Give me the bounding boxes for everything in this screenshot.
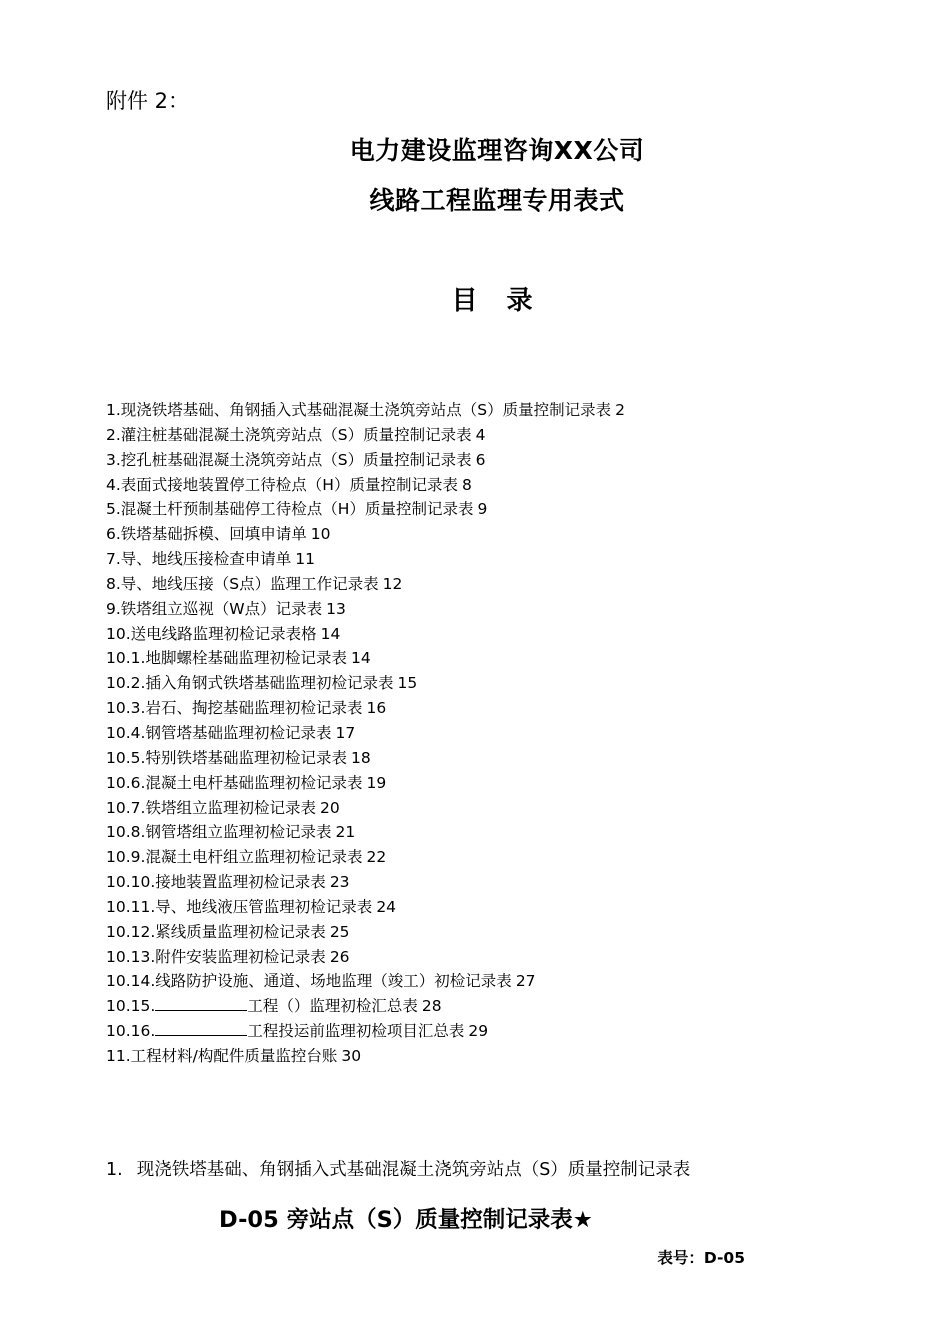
company-title: 电力建设监理咨询XX公司 [349,136,645,165]
section-title: 现浇铁塔基础、角钢插入式基础混凝土浇筑旁站点（S）质量控制记录表 [136,1160,691,1180]
toc-item-label: 10.12.紧线质量监理初检记录表 [106,922,326,941]
toc-item[interactable] [106,895,866,920]
toc-item[interactable] [106,920,866,945]
toc-item-page: 26 [329,947,350,966]
toc-item-page: 14 [350,649,371,668]
toc-item-label: 11.工程材料/构配件质量监控台账 [106,1046,338,1065]
form-number: 表号：D-05 [657,1249,745,1267]
toc-item[interactable] [106,870,866,895]
toc-item-page: 20 [319,798,340,817]
toc-item-page: 22 [366,848,387,867]
toc-item-label: 5.混凝土杆预制基础停工待检点（H）质量控制记录表 [106,500,474,519]
toc-item[interactable] [106,497,866,522]
toc-item[interactable] [106,845,866,870]
toc-item-label: 4.表面式接地装置停工待检点（H）质量控制记录表 [106,475,458,494]
toc-item-page: 10 [310,525,331,544]
toc-item-label: 3.挖孔桩基础混凝土浇筑旁站点（S）质量控制记录表 [106,450,472,469]
toc-item-label: 8.导、地线压接（S点）监理工作记录表 [106,574,379,593]
toc-item-label: 9.铁塔组立巡视（W点）记录表 [106,599,323,618]
toc-item-label: 7.导、地线压接检查申请单 [106,550,292,569]
toc-item[interactable] [106,696,866,721]
toc-item-page: 15 [397,674,418,693]
section-number: 1. [106,1160,123,1180]
toc-item-label: 10.8.钢管塔组立监理初检记录表 [106,823,332,842]
section-heading [106,1157,690,1183]
toc-item-prefix: 10.15. [106,997,156,1016]
toc-item[interactable] [106,945,866,970]
toc-item-page: 27 [515,972,536,991]
toc-item-label: 10.5.特别铁塔基础监理初检记录表 [106,748,347,767]
toc-item[interactable] [106,969,866,994]
toc-item-page: 4 [475,425,486,444]
toc-item-label: 10.7.铁塔组立监理初检记录表 [106,798,316,817]
toc-item-page: 11 [295,550,316,569]
toc-item[interactable] [106,572,866,597]
toc-item-page: 16 [366,699,387,718]
toc-item-label: 10.11.导、地线液压管监理初检记录表 [106,897,373,916]
toc-item-label: 10.送电线路监理初检记录表格 [106,624,317,643]
toc-item-label: 10.4.钢管塔基础监理初检记录表 [106,723,332,742]
toc-item-page: 23 [329,873,350,892]
toc-item-page: 2 [615,401,626,419]
toc-item-label: 1.现浇铁塔基础、角钢插入式基础混凝土浇筑旁站点（S）质量控制记录表 [106,401,612,419]
toc-item[interactable] [106,1019,866,1044]
toc-item[interactable] [106,1044,866,1069]
toc-item-label: 10.1.地脚螺栓基础监理初检记录表 [106,649,347,668]
toc-item-label: 10.2.插入角钢式铁塔基础监理初检记录表 [106,674,394,693]
toc-item[interactable] [106,398,866,423]
toc-item-label: 10.14.线路防护设施、通道、场地监理（竣工）初检记录表 [106,972,512,991]
toc-item-page: 18 [350,748,371,767]
toc-item[interactable] [106,746,866,771]
toc-item-label: 6.铁塔基础拆模、回填申请单 [106,525,307,544]
toc-item[interactable] [106,597,866,622]
toc-item[interactable] [106,994,866,1019]
toc-item[interactable] [106,820,866,845]
toc-item-page: 30 [341,1046,362,1065]
blank-underline [155,1021,247,1036]
toc-item-page: 13 [326,599,346,618]
toc-item[interactable] [106,448,866,473]
toc-item-label: 工程投运前监理初检项目汇总表 [247,1022,465,1041]
toc-item-page: 21 [335,823,356,842]
toc-item-page: 12 [382,574,403,593]
toc-item-page: 17 [335,723,356,742]
toc-item[interactable] [106,473,866,498]
toc-item[interactable] [106,646,866,671]
toc-item-page: 28 [421,997,442,1016]
toc-item-label: 10.10.接地装置监理初检记录表 [106,873,326,892]
toc-item-page: 14 [320,624,341,643]
toc-item[interactable] [106,547,866,572]
toc-item-label: 工程（）监理初检汇总表 [247,997,418,1016]
toc-item-page: 6 [475,450,486,469]
toc-item[interactable] [106,796,866,821]
toc-item-label: 2.灌注桩基础混凝土浇筑旁站点（S）质量控制记录表 [106,425,472,444]
toc-item[interactable] [106,721,866,746]
table-of-contents [106,398,866,1069]
toc-item[interactable] [106,622,866,647]
toc-item-page: 25 [329,922,350,941]
form-title: D-05 旁站点（S）质量控制记录表★ [219,1207,593,1233]
toc-item-page: 19 [366,773,387,792]
toc-item-page: 24 [376,897,397,916]
toc-item-label: 10.9.混凝土电杆组立监理初检记录表 [106,848,363,867]
toc-item[interactable] [106,423,866,448]
toc-item[interactable] [106,522,866,547]
toc-item-page: 9 [477,500,488,519]
toc-item[interactable] [106,771,866,796]
toc-item-page: 29 [468,1022,489,1041]
toc-item-label: 10.6.混凝土电杆基础监理初检记录表 [106,773,363,792]
toc-item-label: 10.13.附件安装监理初检记录表 [106,947,326,966]
toc-item-prefix: 10.16. [106,1022,156,1041]
blank-underline [155,996,247,1011]
toc-item-label: 10.3.岩石、掏挖基础监理初检记录表 [106,699,363,718]
toc-item-page: 8 [461,475,472,494]
document-title: 线路工程监理专用表式 [369,186,625,215]
toc-item[interactable] [106,671,866,696]
toc-heading: 目 录 [451,286,543,316]
attachment-label: 附件 2： [106,89,190,113]
